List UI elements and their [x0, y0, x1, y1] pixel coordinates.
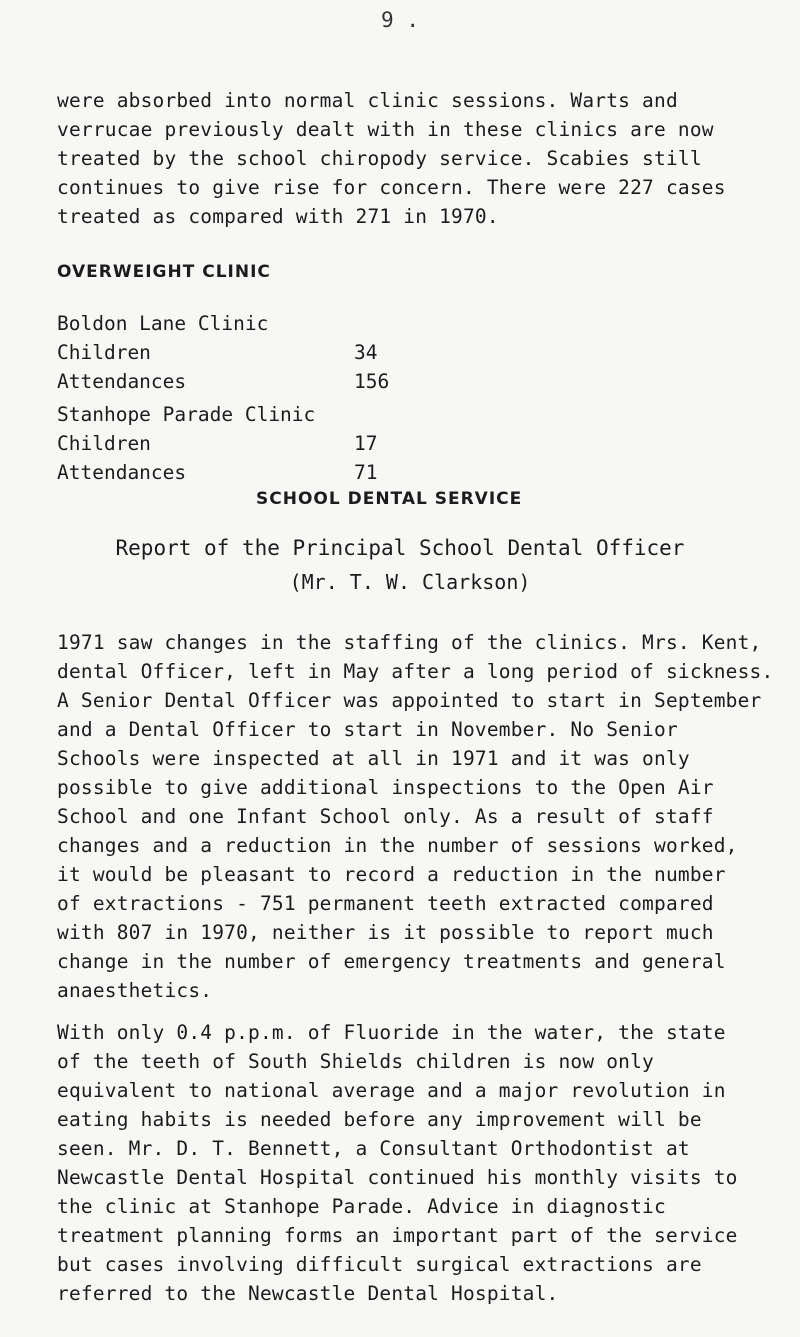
- text-line: Newcastle Dental Hospital continued his monthly visits to: [57, 1166, 738, 1189]
- text-line: anaesthetics.: [57, 979, 213, 1002]
- text-line: With only 0.4 p.p.m. of Fluoride in the water, the state: [57, 1021, 726, 1044]
- clinic-stat-row: [57, 458, 477, 487]
- text-line: eating habits is needed before any improvement will be: [57, 1108, 702, 1131]
- text-line: treatment planning forms an important part of the service: [57, 1224, 738, 1247]
- overweight-clinic-heading: OVERWEIGHT CLINIC: [57, 262, 271, 282]
- dental-paragraph-2: [57, 1018, 792, 1308]
- report-title-block: [0, 531, 800, 599]
- text-line: continues to give rise for concern. There were 227 cases: [57, 176, 726, 199]
- stat-label: Children: [57, 432, 151, 455]
- clinic-block-boldon-lane: [57, 309, 477, 396]
- text-line: of the teeth of South Shields children is now only: [57, 1050, 654, 1073]
- text-line: seen. Mr. D. T. Bennett, a Consultant Orthodontist at: [57, 1137, 690, 1160]
- stat-value: 17: [354, 432, 378, 455]
- text-line: verrucae previously dealt with in these clinics are now: [57, 118, 714, 141]
- stat-label: Attendances: [57, 461, 187, 484]
- stat-label: Attendances: [57, 370, 187, 393]
- text-line: Schools were inspected at all in 1971 and it was only: [57, 747, 690, 770]
- text-line: change in the number of emergency treatments and general: [57, 950, 726, 973]
- text-line: referred to the Newcastle Dental Hospital.: [57, 1282, 559, 1305]
- text-line: dental Officer, left in May after a long period of sickness.: [57, 660, 774, 683]
- text-line: 1971 saw changes in the staffing of the clinics. Mrs. Kent,: [57, 631, 762, 654]
- text-line: possible to give additional inspections to the Open Air: [57, 776, 714, 799]
- stat-label: Children: [57, 341, 151, 364]
- clinic-block-stanhope-parade: [57, 400, 477, 487]
- text-line: it would be pleasant to record a reduction in the number: [57, 863, 726, 886]
- text-line: were absorbed into normal clinic sessions. Warts and: [57, 89, 678, 112]
- report-title: Report of the Principal School Dental Officer: [115, 536, 685, 560]
- text-line: treated by the school chiropody service. Scabies still: [57, 147, 702, 170]
- text-line: School and one Infant School only. As a result of staff: [57, 805, 714, 828]
- stat-value: 71: [354, 461, 378, 484]
- report-author: (Mr. T. W. Clarkson): [289, 570, 531, 594]
- clinic-stat-row: [57, 429, 477, 458]
- text-line: treated as compared with 271 in 1970.: [57, 205, 499, 228]
- page-number: 9 .: [381, 8, 419, 32]
- clinic-name: Boldon Lane Clinic: [57, 312, 269, 335]
- text-line: the clinic at Stanhope Parade. Advice in diagnostic: [57, 1195, 666, 1218]
- clinic-stat-row: [57, 367, 477, 396]
- text-line: A Senior Dental Officer was appointed to start in September: [57, 689, 762, 712]
- dental-paragraph-1: [57, 628, 792, 1005]
- text-line: changes and a reduction in the number of sessions worked,: [57, 834, 738, 857]
- intro-paragraph: [57, 86, 792, 231]
- text-line: but cases involving difficult surgical extractions are: [57, 1253, 702, 1276]
- text-line: equivalent to national average and a major revolution in: [57, 1079, 726, 1102]
- clinic-name: Stanhope Parade Clinic: [57, 403, 316, 426]
- stat-value: 34: [354, 341, 378, 364]
- text-line: and a Dental Officer to start in November. No Senior: [57, 718, 678, 741]
- clinic-stat-row: [57, 338, 477, 367]
- text-line: of extractions - 751 permanent teeth extracted compared: [57, 892, 714, 915]
- text-line: with 807 in 1970, neither is it possible to report much: [57, 921, 714, 944]
- dental-service-heading: SCHOOL DENTAL SERVICE: [256, 489, 523, 509]
- stat-value: 156: [354, 370, 390, 393]
